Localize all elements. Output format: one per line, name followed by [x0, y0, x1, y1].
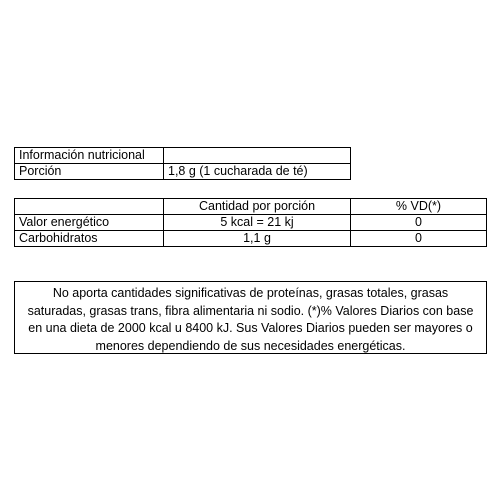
table-row — [15, 164, 351, 180]
table-header-row — [15, 199, 487, 215]
info-title-empty-cell — [164, 148, 351, 164]
header-amount-cell: Cantidad por porción — [164, 199, 351, 215]
table-row — [15, 231, 487, 247]
nutrient-name-cell: Carbohidratos — [15, 231, 164, 247]
nutrient-name-cell: Valor energético — [15, 215, 164, 231]
serving-value-cell: 1,8 g (1 cucharada de té) — [164, 164, 351, 180]
nutrition-values-table — [14, 198, 487, 247]
header-empty-cell — [15, 199, 164, 215]
nutrient-amount-cell: 5 kcal = 21 kj — [164, 215, 351, 231]
footnote-box: No aporta cantidades significativas de proteínas, grasas totales, grasas saturadas, grasas trans, fibra alimentaria ni sodio. (*)% Valores Diarios con base en una dieta de 2000 kcal u 8400 kJ. Sus Valores Diarios pueden ser mayores o menores dependiendo de sus necesidades energéticas. — [14, 281, 487, 354]
table-row — [15, 215, 487, 231]
nutrient-dv-cell: 0 — [351, 231, 487, 247]
nutrient-amount-cell: 1,1 g — [164, 231, 351, 247]
nutrition-info-table — [14, 147, 351, 180]
info-title-cell: Información nutricional — [15, 148, 164, 164]
nutrient-dv-cell: 0 — [351, 215, 487, 231]
serving-label-cell: Porción — [15, 164, 164, 180]
table-row — [15, 148, 351, 164]
header-dv-cell: % VD(*) — [351, 199, 487, 215]
